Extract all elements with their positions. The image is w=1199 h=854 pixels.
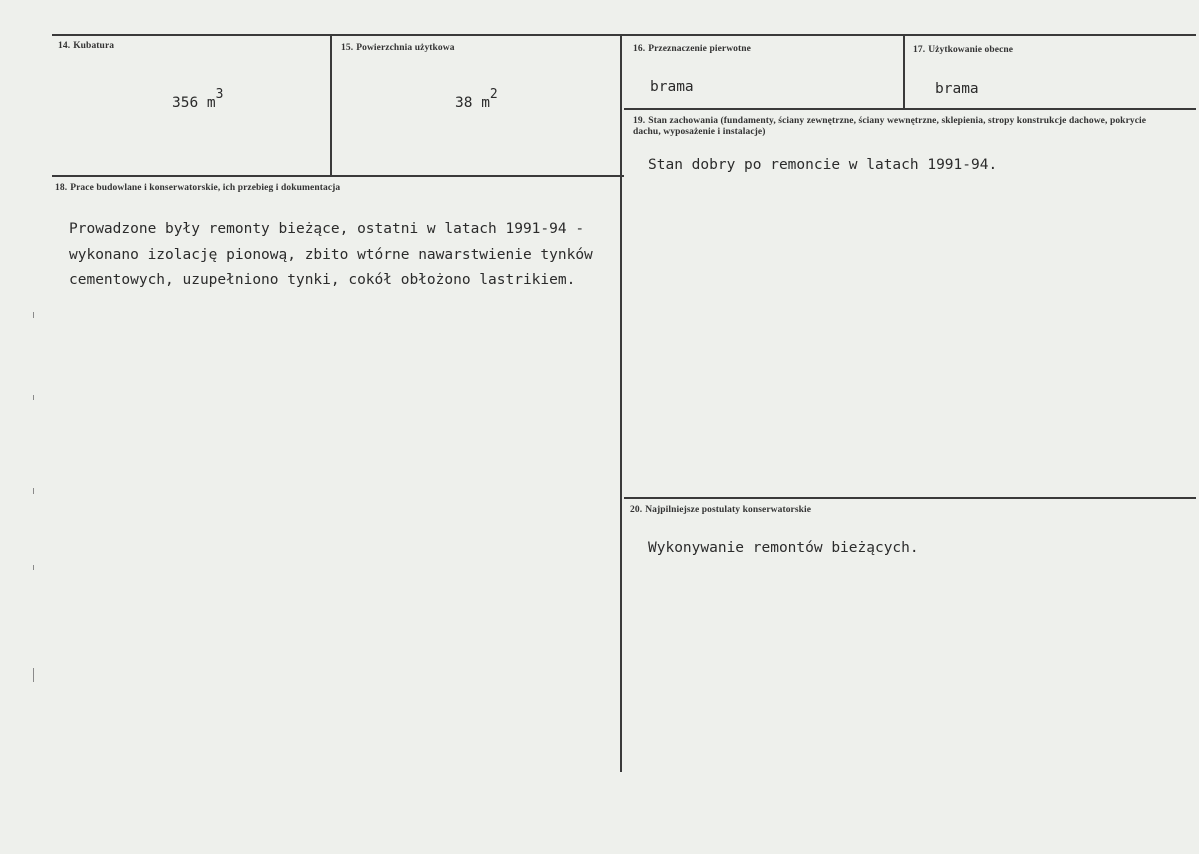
- field-16-label: 16. Przeznaczenie pierwotne: [633, 44, 751, 54]
- field-14-label: 14. Kubatura: [58, 41, 115, 51]
- divider-main: [620, 36, 622, 772]
- field-15-value: 38 $m^2$: [455, 87, 498, 111]
- edge-speck: [33, 395, 34, 400]
- field-14-value: 356 $m^3$: [172, 87, 224, 111]
- field-19-text: Stan dobry po remoncie w latach 1991-94.: [648, 157, 998, 173]
- top-rule: [52, 34, 1196, 36]
- unit-exponent: 3: [215, 87, 224, 102]
- field-18-text: Prowadzone były remonty bieżące, ostatni w latach 1991-94 - wykonano izolację pionową, zbito wtórne nawarstwienie tynków cementowych, uzupełniono tynki, cokół obłożono lastrikiem.: [69, 221, 593, 288]
- field-20-label: 20. Najpilniejsze postulaty konserwatorskie: [630, 505, 812, 515]
- field-15-label: 15. Powierzchnia użytkowa: [341, 43, 455, 53]
- edge-speck: [33, 488, 34, 494]
- rule-14-15-bottom: [52, 175, 624, 177]
- edge-speck: [33, 668, 34, 682]
- rule-19-bottom: [624, 497, 1196, 499]
- field-17-label: 17. Użytkowanie obecne: [913, 45, 1014, 55]
- field-19-label: 19. Stan zachowania (fundamenty, ściany zewnętrzne, ściany wewnętrzne, sklepienia, stropy konstrukcje dachowe, pokrycie dachu, wyposażenie i instalacje): [633, 116, 1147, 137]
- field-17-value: brama: [935, 81, 979, 97]
- edge-speck: [33, 312, 34, 318]
- edge-speck: [33, 565, 34, 570]
- field-16-value: brama: [650, 79, 694, 95]
- divider-16-17: [903, 36, 905, 108]
- divider-14-15: [330, 36, 332, 175]
- field-20-text: Wykonywanie remontów bieżących.: [648, 540, 919, 556]
- field-18-label: 18. Prace budowlane i konserwatorskie, ich przebieg i dokumentacja: [55, 183, 341, 193]
- rule-16-17-bottom: [624, 108, 1196, 110]
- unit-exponent: 2: [489, 87, 498, 102]
